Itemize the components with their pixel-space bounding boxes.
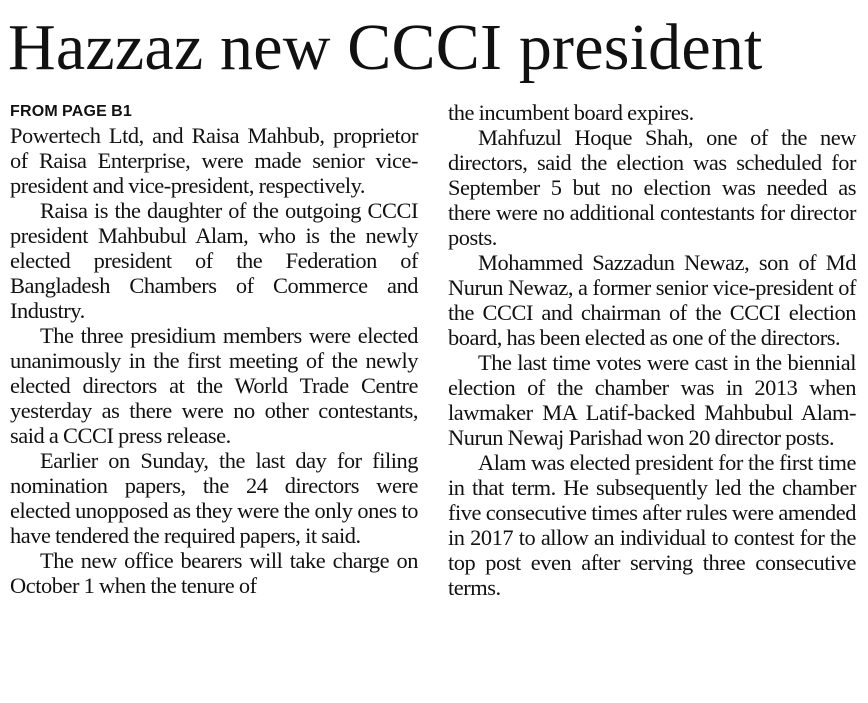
paragraph: Mahfuzul Hoque Shah, one of the new directors, said the election was scheduled for September 5 but no election was needed as there were no additional contestants for director posts. <box>448 125 856 250</box>
paragraph: The three presidium members were elected unanimously in the first meeting of the newly elected directors at the World Trade Centre yesterday as there were no other contestants, said a CCCI press release. <box>10 323 418 448</box>
article-column-right <box>448 100 856 600</box>
headline: Hazzaz new CCCI president <box>8 11 763 84</box>
continued-from-label: FROM PAGE B1 <box>10 103 133 120</box>
paragraph: Alam was elected president for the first time in that term. He subsequently led the chamber five consecutive times after rules were amended in 2017 to allow an individual to contest for the top post even after serving three consecutive terms. <box>448 450 856 600</box>
paragraph: The last time votes were cast in the biennial election of the chamber was in 2013 when lawmaker MA Latif-backed Mahbubul Alam-Nurun Newaj Parishad won 20 director posts. <box>448 350 856 450</box>
paragraph: The new office bearers will take charge on October 1 when the tenure of <box>10 548 418 598</box>
paragraph: the incumbent board expires. <box>448 100 694 125</box>
paragraph: Raisa is the daughter of the outgoing CCCI president Mahbubul Alam, who is the newly elected president of the Federation of Bangladesh Chambers of Commerce and Industry. <box>10 198 418 323</box>
paragraph: Mohammed Sazzadun Newaz, son of Md Nurun Newaz, a former senior vice-president of the CCCI and chairman of the CCCI election board, has been elected as one of the directors. <box>448 250 856 350</box>
paragraph: Powertech Ltd, and Raisa Mahbub, proprietor of Raisa Enterprise, were made senior vice-president and vice-president, respectively. <box>10 123 418 198</box>
paragraph: Earlier on Sunday, the last day for filing nomination papers, the 24 directors were elected unopposed as they were the only ones to have tendered the required papers, it said. <box>10 448 418 548</box>
article-column-left <box>10 100 418 598</box>
